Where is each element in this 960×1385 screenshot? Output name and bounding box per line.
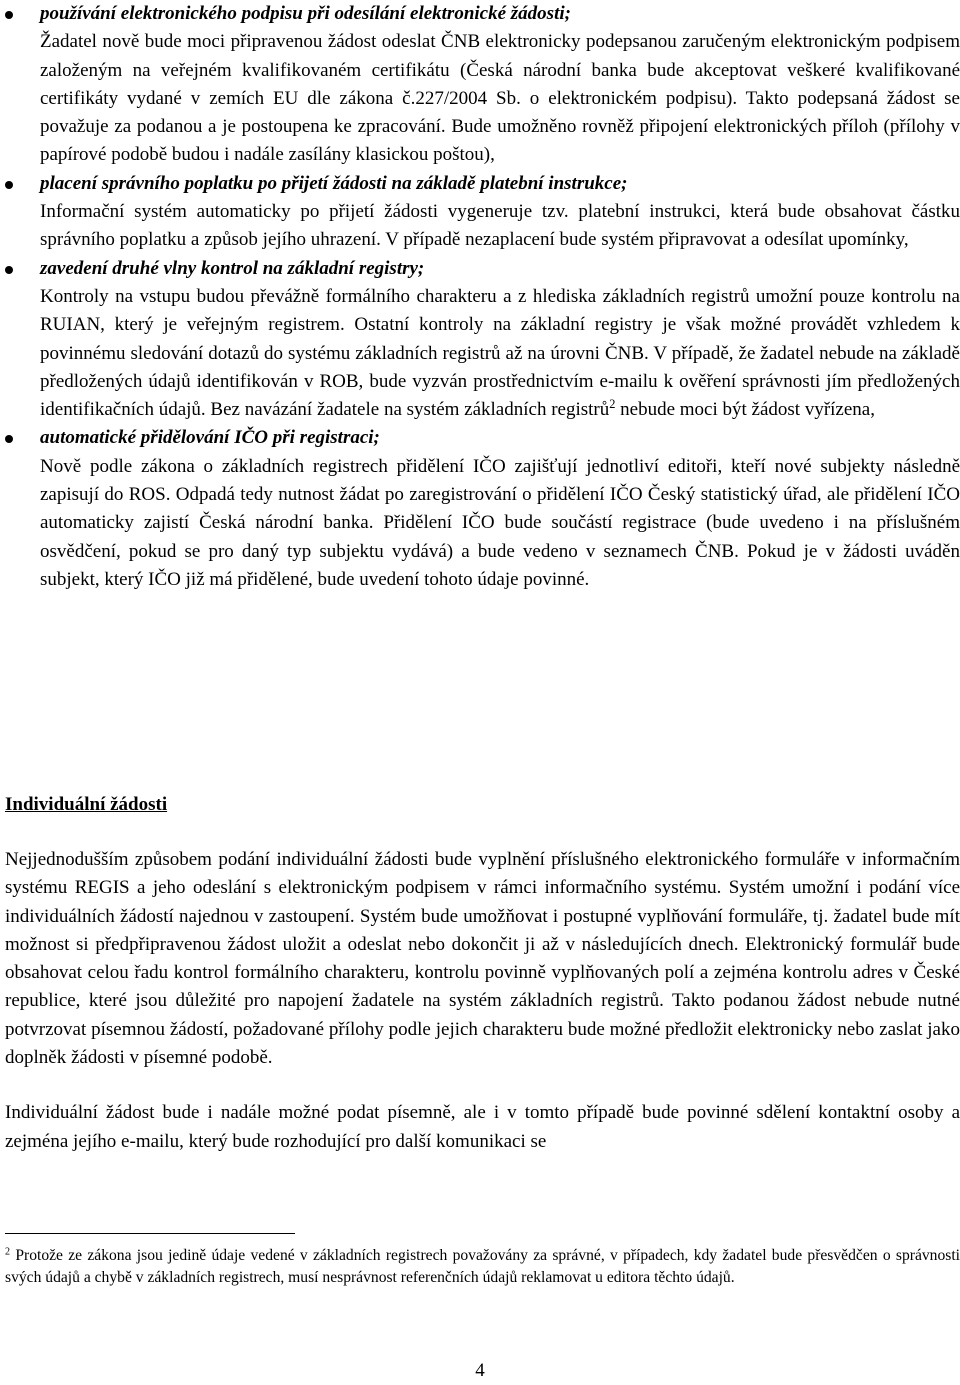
- list-item: [5, 255, 960, 425]
- footnote: [5, 1245, 960, 1290]
- bullet-icon: [5, 435, 13, 443]
- list-item-body: [40, 198, 960, 255]
- list-item-body: [40, 453, 960, 594]
- footnote-reference[interactable]: 2: [609, 397, 616, 412]
- section-heading: Individuální žádosti: [5, 794, 168, 815]
- list-item-title: používání elektronického podpisu při odesílání elektronické žádosti;: [40, 3, 571, 24]
- bullet-icon: [5, 266, 13, 274]
- list-item-body-text: Žadatel nově bude moci připravenou žádost odeslat ČNB elektronicky podepsanou zaručeným elektronickým podpisem založeným na veřejném kvalifikovaném certifikátu (Česká národní banka bude akceptovat veškeré kvalifikované certifikáty vydané v zemích EU dle zákona č.227/2004 Sb. o elektronickém podpisu). Takto podepsaná žádost se považuje za podanou a je postoupena ke zpracování. Bude umožněno rovněž připojení elektronických příloh (přílohy v papírové podobě budou i nadále zasílány klasickou poštou),: [40, 31, 960, 166]
- list-item-title: zavedení druhé vlny kontrol na základní registry;: [40, 257, 425, 279]
- list-item-title: placení správního poplatku po přijetí žádosti na základě platební instrukce;: [40, 172, 628, 194]
- section-body: [5, 846, 960, 1156]
- bullet-icon: [5, 181, 13, 189]
- list-item: [5, 0, 960, 170]
- list-item-body-text: Nově podle zákona o základních registrech přidělení IČO zajišťují jednotliví editoři, kteří nové subjekty následně zapisují do ROS. Odpadá tedy nutnost žádat po zaregistrování o přidělení IČO Český statistický úřad, ale přidělení IČO automaticky zajistí Česká národní banka. Přidělení IČO bude součástí registrace (bude uvedeno i na příslušném osvědčení, pokud se pro daný typ subjektu vydává) a bude vedeno v seznamech ČNB. Pokud je v žádosti uváděn subjekt, který IČO již má přidělené, bude uvedení tohoto údaje povinné.: [40, 455, 960, 590]
- list-item-title: automatické přidělování IČO při registraci;: [40, 427, 380, 449]
- bullet-icon: [5, 11, 13, 19]
- list-item-body-text: Informační systém automaticky po přijetí žádosti vygeneruje tzv. platební instrukci, která bude obsahovat částku správního poplatku a způsob jejího uhrazení. V případě nezaplacení bude systém připravovat a odesílat upomínky,: [40, 201, 960, 251]
- footnote-text: Protože ze zákona jsou jedině údaje vedené v základních registrech považovány za správné, v případech, kdy žadatel bude přesvědčen o správnosti svých údajů a chybě v základních registrech, musí nesprávnost referenčních údajů reklamovat u editora těchto údajů.: [5, 1247, 960, 1287]
- feature-list: [5, 0, 960, 594]
- page-number: 4: [475, 1360, 485, 1381]
- list-item-body-text: Kontroly na vstupu budou převážně formálního charakteru a z hlediska základních registrů umožní pouze kontrolu na RUIAN, který je veřejným registrem. Ostatní kontroly na základní registry je však možné provádět vzhledem k povinnému sledování dotazů do systému základních registrů až na úrovni ČNB. V případě, že žadatel nebude na základě předložených údajů identifikován v ROB, bude vyzván prostřednictvím e-mailu k ověření správnosti jím předložených identifikačních údajů. Bez navázání žadatele na systém základních registrů: [40, 285, 960, 421]
- section-paragraph: Individuální žádost bude i nadále možné podat písemně, ale i v tomto případě bude povinné sdělení kontaktní osoby a zejména jejího e-mailu, který bude rozhodující pro další komunikaci se: [5, 1102, 960, 1152]
- list-item-body-text-continued: nebude moci být žádost vyřízena,: [615, 399, 875, 421]
- list-item: [5, 424, 960, 594]
- footnote-number: 2: [5, 1246, 11, 1258]
- section-paragraph: Nejjednodušším způsobem podání individuální žádosti bude vyplnění příslušného elektronického formuláře v informačním systému REGIS a jeho odeslání s elektronickým podpisem v rámci informačního systému. Systém umožní i podání více individuálních žádostí najednou v zastoupení. Systém bude umožňovat i postupné vyplňování formuláře, tj. žadatel bude mít možnost si předpřipravenou žádost uložit a odeslat nebo dokončit ji až v následujících dnech. Elektronický formulář bude obsahovat celou řadu kontrol formálního charakteru, kontrolu povinně vyplňovaných polí a zejména kontrolu adres v České republice, které jsou důležité pro napojení žadatele na systém základních registrů. Takto podanou žádost nebude nutné potvrzovat písemnou žádostí, požadované přílohy podle jejich charakteru bude možné předložit elektronicky nebo zaslat jako doplněk žádosti v písemné podobě.: [5, 849, 960, 1069]
- footnote-divider: [5, 1233, 295, 1234]
- list-item: [5, 170, 960, 255]
- list-item-body: [40, 28, 960, 169]
- list-item-body: [40, 283, 960, 424]
